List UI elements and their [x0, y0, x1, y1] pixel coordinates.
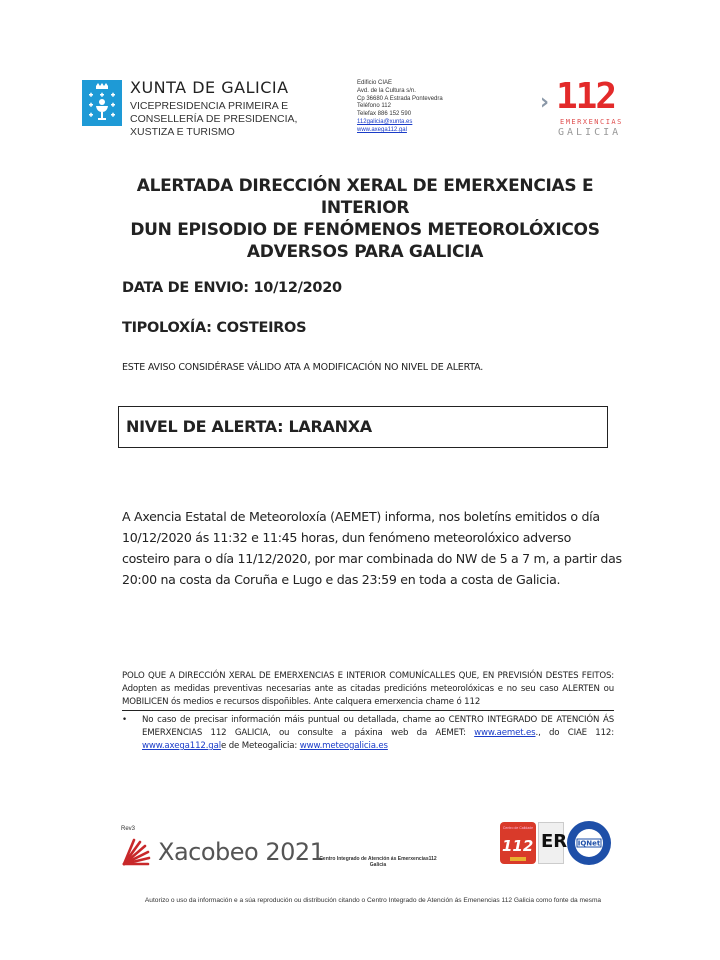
iqnet-label: IQNet	[577, 839, 601, 848]
meteogalicia-link[interactable]: www.meteogalicia.es	[299, 741, 388, 751]
er-label: ER	[541, 831, 568, 852]
bullet-text	[142, 714, 614, 753]
alert-body: A Axencia Estatal de Meteoroloxía (AEMET) informa, nos boletíns emitidos o día 10/12/2020 ás 11:32 e 11:45 horas, dun fenómeno meteorolóxico adverso costeiro para o día 11/12/2020, por mar combinada do NW de 5 a 7 m, a partir das 20:00 na costa da Coruña e Lugo e das 23:59 en toda a costa de Galicia.	[122, 509, 622, 587]
department-line: XUSTIZA E TURISMO	[130, 126, 235, 138]
title-line: ALERTADA DIRECCIÓN XERAL DE EMERXENCIAS E INTERIOR	[136, 176, 594, 218]
department-name	[130, 100, 297, 139]
chevron-right-icon: ›	[540, 90, 550, 115]
xunta-logo-icon	[82, 80, 122, 126]
address-line: Avd. de la Cultura s/n.	[357, 87, 416, 94]
revision-label: Rev3	[121, 826, 136, 832]
aenor-er-badge	[538, 822, 568, 864]
org-name: XUNTA DE GALICIA	[130, 78, 289, 97]
address-line: Telefax 886 152 590	[357, 111, 412, 118]
emerxencias-112-logo	[540, 78, 630, 143]
axega-link[interactable]: www.axega112.gal	[142, 741, 221, 751]
quality-112-badge	[500, 822, 536, 864]
validity-note: ESTE AVISO CONSIDÉRASE VÁLIDO ATA A MODIFICACIÓN NO NIVEL DE ALERTA.	[122, 362, 484, 373]
logo-number: 112	[556, 76, 616, 117]
department-line: CONSELLERÍA DE PRESIDENCIA,	[130, 113, 298, 125]
alert-level: NIVEL DE ALERTA: LARANXA	[126, 417, 372, 436]
document-title	[100, 175, 630, 263]
title-line: DUN EPISODIO DE FENÓMENOS METEOROLÓXICOS	[130, 220, 600, 240]
logo-line2: GALICIA	[558, 127, 622, 138]
iqnet-badge-icon	[566, 820, 612, 866]
address-line: Edificio CIAE	[357, 80, 393, 86]
logo-line1: EMERXENCIAS	[560, 118, 623, 126]
address-line: Teléfono 112	[357, 103, 391, 110]
bullet-text-part: e de Meteogalicia:	[220, 741, 300, 751]
info-bullet	[122, 714, 614, 753]
typology: TIPOLOXÍA: COSTEIROS	[122, 320, 307, 336]
scallop-shell-icon	[120, 836, 152, 868]
bullet-icon: •	[122, 715, 127, 725]
badge-number: 112	[502, 837, 534, 855]
ciae-line: Galicia	[369, 862, 387, 868]
alert-level-box	[118, 406, 608, 448]
address-block	[357, 80, 443, 135]
bullet-text-part: No caso de precisar información máis puntual ou detallada, chame ao CENTRO INTEGRADO DE ATENCIÓN ÁS EMERXENCIAS 112 GALICIA, ou consulte a páxina web da AEMET:	[142, 715, 614, 738]
send-date: DATA DE ENVIO: 10/12/2020	[122, 280, 342, 296]
address-line: Cp 36680 A Estrada Pontevedra	[357, 95, 443, 102]
bullet-text-part: ., do CIAE 112:	[535, 728, 614, 738]
aemet-link[interactable]: www.aemet.es	[474, 728, 536, 738]
email-link[interactable]: 112galicia@xunta.es	[357, 118, 413, 125]
department-line: VICEPRESIDENCIA PRIMEIRA E	[130, 100, 289, 112]
badge-stripe	[510, 857, 526, 861]
xacobeo-logo-text: Xacobeo 2021	[158, 838, 325, 866]
website-link[interactable]: www.axega112.gal	[357, 126, 407, 133]
notice-paragraph: POLO QUE A DIRECCIÓN XERAL DE EMERXENCIAS E INTERIOR COMUNÍCALLES QUE, EN PREVISIÓN DESTES FEITOS: Adopten as medidas preventivas necesarias ante as citadas predicións meteorolóxicas e no seu caso ALERTEN ou MOBILICEN ós medios e recursos dispoñibles. Ante calquera emerxencia chame ó 112	[122, 670, 614, 711]
badge-caption: Centro de Calidade	[502, 826, 534, 830]
ciae-footer-label	[298, 856, 458, 868]
authorization-note: Autorizo o uso da información e a súa reprodución ou distribución citando o Centro Integrado de Atención ás Emenencias 112 Galicia como fonte da mesma	[144, 897, 602, 904]
ciae-line: Centro Integrado de Atención ás Emerxencias112	[319, 856, 437, 862]
title-line: ADVERSOS PARA GALICIA	[246, 242, 484, 262]
